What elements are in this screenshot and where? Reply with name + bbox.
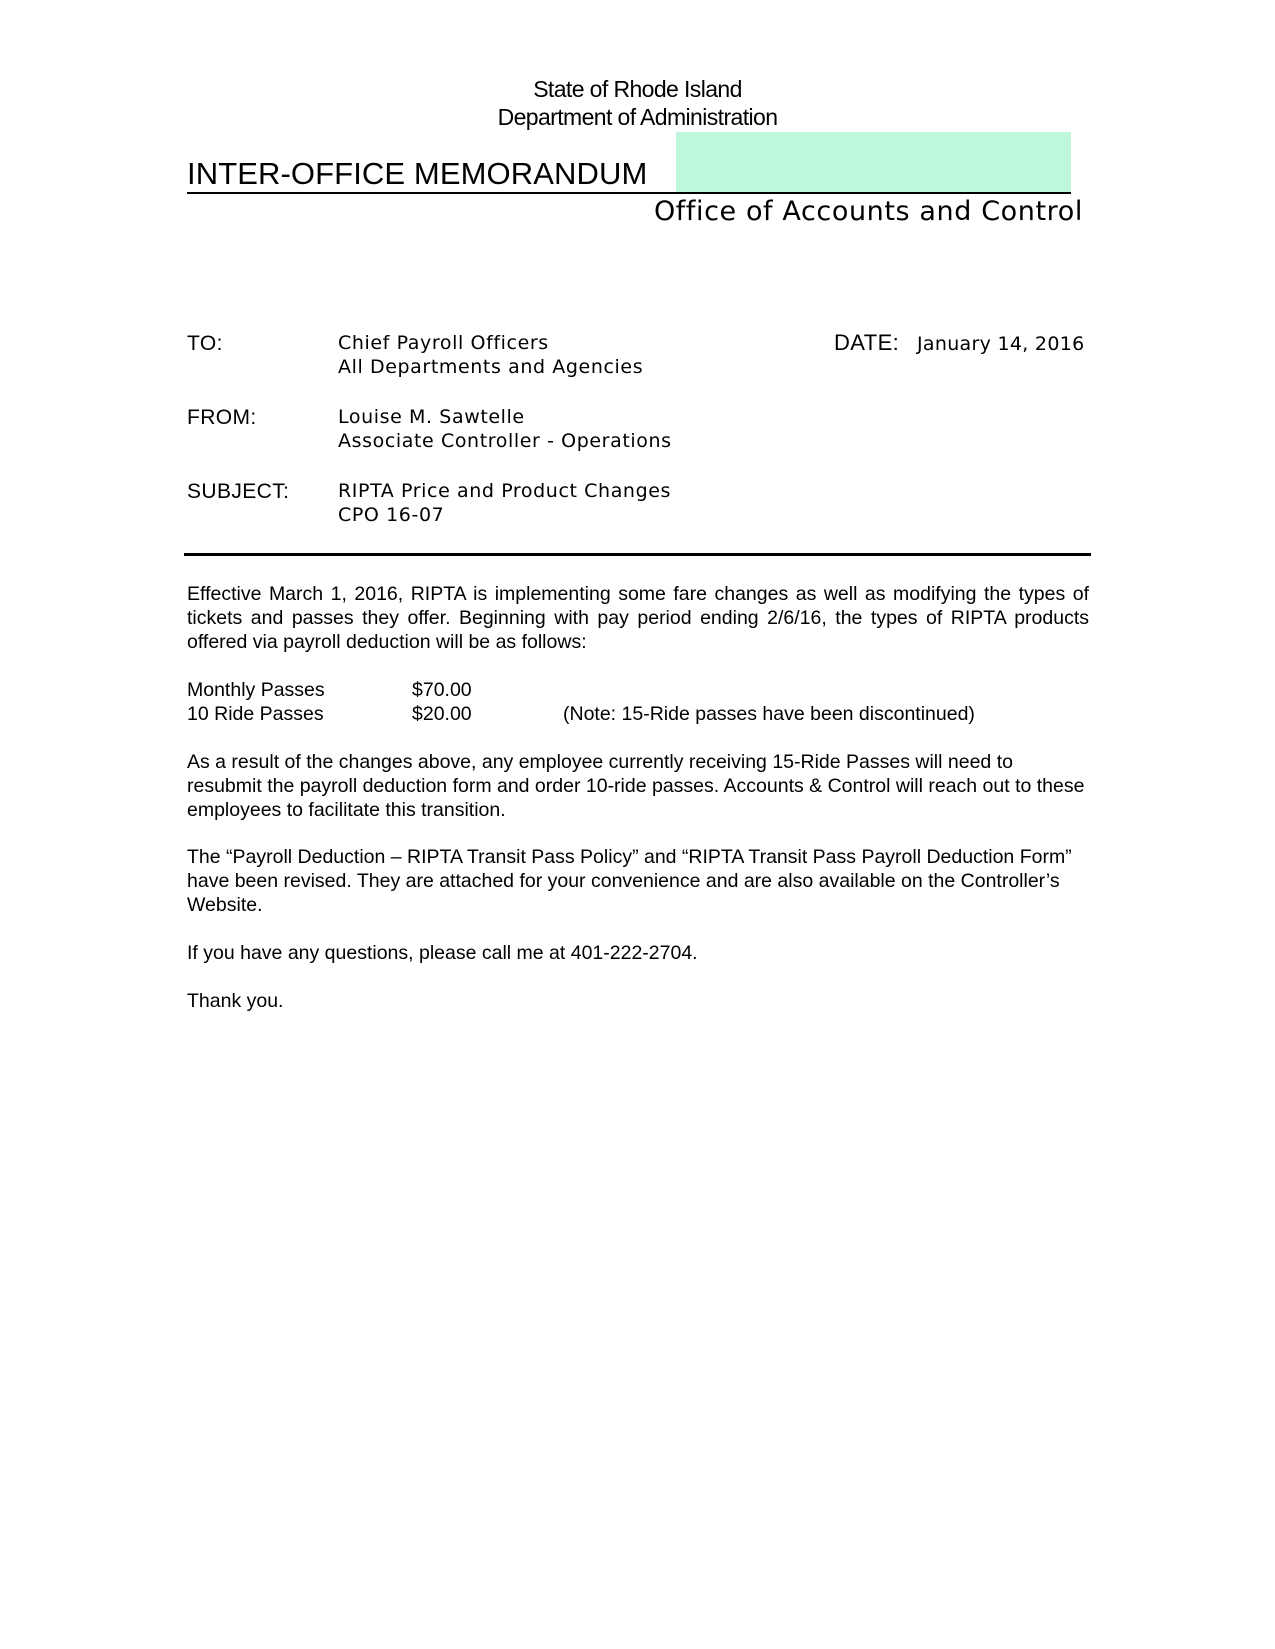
subject-line: CPO 16-07 [338,504,445,526]
from-sender-line: Louise M. Sawtelle [338,406,525,428]
memo-title: INTER-OFFICE MEMORANDUM [187,156,648,191]
subject-label: SUBJECT: [187,480,290,503]
body-paragraph: If you have any questions, please call me at 401-222-2704. [187,942,698,964]
body-paragraph: The “Payroll Deduction – RIPTA Transit Pass Policy” and “RIPTA Transit Pass Payroll Deduction Form” have been revised. They are attached for your convenience and are also available on the Controller’s Website. [187,846,1072,916]
highlight-box [676,132,1071,194]
date-value: January 14, 2016 [917,333,1085,355]
pass-note: (Note: 15-Ride passes have been discontinued) [563,703,975,725]
closing-line: Thank you. [187,990,284,1012]
pass-price: $70.00 [412,679,472,701]
body-paragraph: Effective March 1, 2016, RIPTA is implementing some fare changes as well as modifying the types of tickets and passes they offer. Beginning with pay period ending 2/6/16, the types of RIPTA products offered via payroll deduction will be as follows: [187,583,1089,653]
pass-name: 10 Ride Passes [187,703,324,725]
pass-name: Monthly Passes [187,679,325,701]
from-label: FROM: [187,406,257,429]
date-label: DATE: [834,330,900,355]
letterhead-state: State of Rhode Island [533,76,742,102]
to-label: TO: [187,332,223,355]
pass-price: $20.00 [412,703,472,725]
title-underline [187,192,1071,194]
body-paragraph: As a result of the changes above, any employee currently receiving 15-Ride Passes will need to resubmit the payroll deduction form and order 10-ride passes. Accounts & Control will reach out to these employees to facilitate this transition. [187,751,1085,821]
letterhead-department: Department of Administration [497,104,778,130]
office-name: Office of Accounts and Control [653,196,1083,227]
to-recipient-line: All Departments and Agencies [338,356,644,378]
subject-line: RIPTA Price and Product Changes [338,480,672,502]
header-divider [184,553,1091,556]
to-recipient-line: Chief Payroll Officers [338,332,549,354]
from-sender-line: Associate Controller - Operations [338,430,672,452]
